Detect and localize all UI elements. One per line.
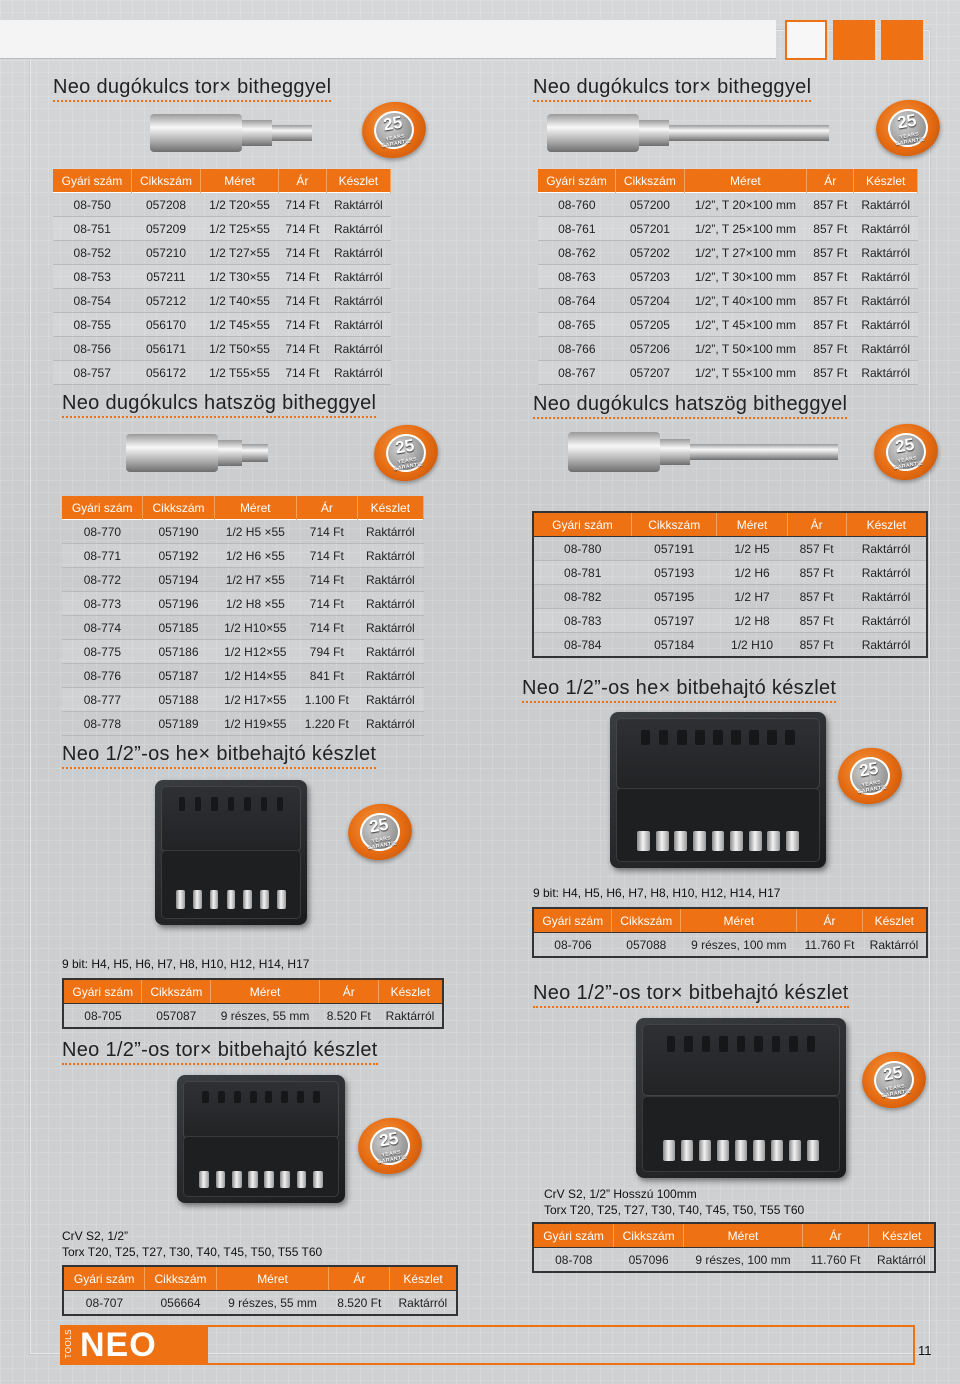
cell-ar: 857 Ft	[807, 337, 854, 361]
table-row	[53, 265, 391, 289]
cell-gyari-szam: 08-708	[533, 1248, 614, 1273]
cell-cikkszam: 057200	[616, 193, 684, 217]
cell-keszlet: Raktárról	[854, 265, 918, 289]
table-row	[533, 633, 927, 658]
cell-gyari-szam: 08-771	[62, 544, 143, 568]
table-row	[533, 609, 927, 633]
cell-meret: 1/2 T55×55	[201, 361, 279, 385]
cell-cikkszam: 057087	[142, 1004, 211, 1029]
cell-ar: 714 Ft	[296, 616, 357, 640]
cell-meret: 1/2”, T 45×100 mm	[684, 313, 807, 337]
cell-keszlet: Raktárról	[326, 337, 390, 361]
cell-gyari-szam: 08-778	[62, 712, 143, 736]
cell-keszlet: Raktárról	[357, 520, 423, 544]
table-row	[538, 241, 918, 265]
cell-cikkszam: 057096	[614, 1248, 684, 1273]
table-row	[62, 664, 424, 688]
col-gyari-szam: Gyári szám	[62, 496, 143, 520]
cell-keszlet: Raktárról	[357, 544, 423, 568]
cell-meret: 1/2 T25×55	[201, 217, 279, 241]
cell-ar: 857 Ft	[807, 217, 854, 241]
cell-meret: 1/2 H10×55	[214, 616, 296, 640]
cell-gyari-szam: 08-781	[533, 561, 631, 585]
cell-keszlet: Raktárról	[854, 241, 918, 265]
torx-set-left-note-2: Torx T20, T25, T27, T30, T40, T45, T50, T55 T60	[62, 1245, 323, 1259]
cell-cikkszam: 057206	[616, 337, 684, 361]
cell-keszlet: Raktárról	[357, 712, 423, 736]
torx-set-left-note-1: CrV S2, 1/2”	[62, 1229, 129, 1243]
cell-gyari-szam: 08-777	[62, 688, 143, 712]
cell-gyari-szam: 08-773	[62, 592, 143, 616]
header-square-orange	[881, 20, 923, 60]
cell-ar: 11.760 Ft	[802, 1248, 868, 1273]
cell-gyari-szam: 08-783	[533, 609, 631, 633]
cell-ar: 714 Ft	[279, 193, 327, 217]
cell-keszlet: Raktárról	[357, 592, 423, 616]
cell-cikkszam: 057205	[616, 313, 684, 337]
cell-meret: 1/2 H6	[717, 561, 787, 585]
col-cikkszam: Cikkszám	[143, 496, 214, 520]
cell-meret: 9 részes, 55 mm	[211, 1004, 320, 1029]
cell-gyari-szam: 08-770	[62, 520, 143, 544]
guarantee-badge: 25 YEARS GARANTIE	[872, 95, 945, 161]
table-torx-set-right	[532, 1222, 936, 1273]
cell-gyari-szam: 08-782	[533, 585, 631, 609]
section-title-hex-long: Neo dugókulcs hatszög bitheggyel	[533, 393, 847, 416]
table-row	[533, 1248, 935, 1273]
cell-cikkszam: 057196	[143, 592, 214, 616]
col-ar: Ár	[802, 1223, 868, 1248]
section-title-torx-long: Neo dugókulcs tor× bitheggyel	[533, 76, 811, 99]
cell-gyari-szam: 08-705	[63, 1004, 142, 1029]
cell-meret: 1/2 H12×55	[214, 640, 296, 664]
cell-gyari-szam: 08-772	[62, 568, 143, 592]
cell-ar: 857 Ft	[807, 289, 854, 313]
cell-gyari-szam: 08-754	[53, 289, 131, 313]
table-row	[62, 568, 424, 592]
hex-socket-long-image	[566, 426, 846, 478]
cell-gyari-szam: 08-756	[53, 337, 131, 361]
col-meret: Méret	[214, 496, 296, 520]
table-torx-short	[53, 169, 391, 385]
guarantee-badge: 25 YEARS GARANTIE	[858, 1047, 931, 1113]
cell-meret: 1/2 H19×55	[214, 712, 296, 736]
cell-cikkszam: 057185	[143, 616, 214, 640]
table-row	[62, 712, 424, 736]
logo-neo-text: NEO	[80, 1326, 157, 1364]
col-ar: Ár	[329, 1266, 390, 1291]
cell-keszlet: Raktárról	[357, 568, 423, 592]
cell-keszlet: Raktárról	[846, 585, 927, 609]
cell-cikkszam: 057194	[143, 568, 214, 592]
cell-keszlet: Raktárról	[846, 561, 927, 585]
cell-gyari-szam: 08-766	[538, 337, 616, 361]
table-row	[63, 1291, 457, 1316]
cell-gyari-szam: 08-753	[53, 265, 131, 289]
cell-gyari-szam: 08-762	[538, 241, 616, 265]
cell-cikkszam: 057210	[131, 241, 200, 265]
cell-meret: 1/2 T20×55	[201, 193, 279, 217]
table-row	[63, 1004, 443, 1029]
col-keszlet: Készlet	[869, 1223, 935, 1248]
cell-gyari-szam: 08-757	[53, 361, 131, 385]
cell-gyari-szam: 08-780	[533, 537, 631, 561]
cell-meret: 1/2”, T 25×100 mm	[684, 217, 807, 241]
cell-keszlet: Raktárról	[854, 289, 918, 313]
cell-ar: 714 Ft	[279, 313, 327, 337]
table-hex-set-right	[532, 907, 928, 958]
logo-tools-text: TOOLS	[64, 1329, 73, 1359]
cell-keszlet: Raktárról	[854, 313, 918, 337]
cell-keszlet: Raktárról	[854, 217, 918, 241]
cell-cikkszam: 057211	[131, 265, 200, 289]
cell-meret: 1/2 H8	[717, 609, 787, 633]
cell-ar: 714 Ft	[279, 265, 327, 289]
guarantee-badge: 25 YEARS GARANTIE	[370, 420, 443, 486]
cell-meret: 1/2 H7 ×55	[214, 568, 296, 592]
col-ar: Ár	[319, 979, 378, 1004]
hex-set-long-case-image	[610, 712, 826, 868]
cell-cikkszam: 056171	[131, 337, 200, 361]
col-gyari-szam: Gyári szám	[533, 1223, 614, 1248]
cell-cikkszam: 057201	[616, 217, 684, 241]
cell-keszlet: Raktárról	[326, 265, 390, 289]
cell-meret: 1/2 T27×55	[201, 241, 279, 265]
cell-ar: 857 Ft	[807, 313, 854, 337]
cell-meret: 1/2”, T 30×100 mm	[684, 265, 807, 289]
table-hex-short	[62, 496, 424, 736]
cell-cikkszam: 057193	[631, 561, 717, 585]
cell-cikkszam: 057187	[143, 664, 214, 688]
hex-socket-short-image	[124, 428, 274, 478]
cell-keszlet: Raktárról	[326, 217, 390, 241]
col-meret: Méret	[211, 979, 320, 1004]
guarantee-badge: 25 YEARS GARANTIE	[870, 419, 943, 485]
cell-ar: 857 Ft	[787, 633, 846, 658]
cell-gyari-szam: 08-760	[538, 193, 616, 217]
cell-keszlet: Raktárról	[854, 193, 918, 217]
cell-cikkszam: 057188	[143, 688, 214, 712]
col-cikkszam: Cikkszám	[612, 908, 681, 933]
table-header-row	[533, 1223, 935, 1248]
table-row	[53, 313, 391, 337]
cell-cikkszam: 057202	[616, 241, 684, 265]
table-row	[62, 640, 424, 664]
cell-gyari-szam: 08-761	[538, 217, 616, 241]
page-number: 11	[918, 1343, 932, 1358]
cell-ar: 11.760 Ft	[797, 933, 862, 958]
hex-set-left-note: 9 bit: H4, H5, H6, H7, H8, H10, H12, H14, H17	[62, 957, 310, 971]
hex-set-right-note: 9 bit: H4, H5, H6, H7, H8, H10, H12, H14, H17	[533, 886, 781, 900]
table-row	[533, 585, 927, 609]
cell-keszlet: Raktárról	[854, 337, 918, 361]
table-row	[538, 361, 918, 385]
cell-ar: 794 Ft	[296, 640, 357, 664]
cell-meret: 1/2”, T 40×100 mm	[684, 289, 807, 313]
col-keszlet: Készlet	[326, 169, 390, 193]
table-header-row	[533, 512, 927, 537]
table-row	[538, 217, 918, 241]
table-header-row	[53, 169, 391, 193]
cell-gyari-szam: 08-751	[53, 217, 131, 241]
cell-meret: 1/2 H17×55	[214, 688, 296, 712]
col-cikkszam: Cikkszám	[616, 169, 684, 193]
cell-keszlet: Raktárról	[357, 616, 423, 640]
cell-ar: 8.520 Ft	[319, 1004, 378, 1029]
cell-cikkszam: 057197	[631, 609, 717, 633]
cell-meret: 1/2 T45×55	[201, 313, 279, 337]
table-torx-set-left	[62, 1265, 458, 1316]
col-keszlet: Készlet	[378, 979, 443, 1004]
guarantee-badge: 25 YEARS GARANTIE	[834, 743, 907, 809]
cell-ar: 857 Ft	[807, 265, 854, 289]
col-cikkszam: Cikkszám	[614, 1223, 684, 1248]
cell-keszlet: Raktárról	[846, 633, 927, 658]
col-meret: Méret	[717, 512, 787, 537]
table-row	[533, 933, 927, 958]
cell-ar: 857 Ft	[807, 241, 854, 265]
cell-meret: 1/2 H5	[717, 537, 787, 561]
cell-cikkszam: 057189	[143, 712, 214, 736]
table-row	[53, 361, 391, 385]
cell-meret: 1/2 H10	[717, 633, 787, 658]
table-header-row	[533, 908, 927, 933]
table-header-row	[63, 1266, 457, 1291]
col-meret: Méret	[684, 169, 807, 193]
torx-socket-long-image	[545, 108, 845, 158]
cell-keszlet: Raktárról	[862, 933, 927, 958]
table-row	[62, 544, 424, 568]
cell-gyari-szam: 08-764	[538, 289, 616, 313]
cell-meret: 9 részes, 55 mm	[216, 1291, 329, 1316]
cell-cikkszam: 057088	[612, 933, 681, 958]
col-meret: Méret	[684, 1223, 803, 1248]
guarantee-badge: 25 YEARS GARANTIE	[354, 1113, 427, 1179]
cell-cikkszam: 056664	[145, 1291, 216, 1316]
header-square-orange	[833, 20, 875, 60]
cell-keszlet: Raktárról	[326, 313, 390, 337]
cell-ar: 1.100 Ft	[296, 688, 357, 712]
table-row	[538, 193, 918, 217]
cell-cikkszam: 057190	[143, 520, 214, 544]
col-keszlet: Készlet	[357, 496, 423, 520]
cell-ar: 714 Ft	[296, 592, 357, 616]
cell-ar: 714 Ft	[296, 544, 357, 568]
col-ar: Ár	[279, 169, 327, 193]
header-square-outline	[785, 20, 827, 60]
header-bar	[0, 20, 776, 59]
cell-meret: 1/2”, T 55×100 mm	[684, 361, 807, 385]
col-gyari-szam: Gyári szám	[63, 1266, 145, 1291]
col-ar: Ár	[787, 512, 846, 537]
table-row	[538, 313, 918, 337]
cell-ar: 714 Ft	[296, 520, 357, 544]
cell-meret: 1/2 H6 ×55	[214, 544, 296, 568]
table-header-row	[538, 169, 918, 193]
cell-keszlet: Raktárról	[357, 640, 423, 664]
table-row	[62, 520, 424, 544]
cell-meret: 9 részes, 100 mm	[681, 933, 797, 958]
table-row	[62, 688, 424, 712]
cell-ar: 1.220 Ft	[296, 712, 357, 736]
col-meret: Méret	[681, 908, 797, 933]
col-cikkszam: Cikkszám	[142, 979, 211, 1004]
col-cikkszam: Cikkszám	[145, 1266, 216, 1291]
neo-tools-logo	[60, 1325, 208, 1365]
cell-meret: 1/2”, T 27×100 mm	[684, 241, 807, 265]
cell-keszlet: Raktárról	[854, 361, 918, 385]
table-row	[533, 537, 927, 561]
col-keszlet: Készlet	[846, 512, 927, 537]
table-header-row	[63, 979, 443, 1004]
cell-keszlet: Raktárról	[357, 688, 423, 712]
col-meret: Méret	[216, 1266, 329, 1291]
col-keszlet: Készlet	[862, 908, 927, 933]
col-gyari-szam: Gyári szám	[533, 512, 631, 537]
cell-cikkszam: 057195	[631, 585, 717, 609]
cell-gyari-szam: 08-707	[63, 1291, 145, 1316]
cell-cikkszam: 057203	[616, 265, 684, 289]
guarantee-badge: 25 YEARS GARANTIE	[344, 799, 417, 865]
cell-keszlet: Raktárról	[390, 1291, 457, 1316]
col-gyari-szam: Gyári szám	[538, 169, 616, 193]
cell-keszlet: Raktárról	[326, 289, 390, 313]
col-ar: Ár	[797, 908, 862, 933]
cell-cikkszam: 057204	[616, 289, 684, 313]
guarantee-badge: 25 YEARS GARANTIE	[358, 97, 431, 163]
col-meret: Méret	[201, 169, 279, 193]
col-keszlet: Készlet	[854, 169, 918, 193]
cell-meret: 9 részes, 100 mm	[684, 1248, 803, 1273]
cell-keszlet: Raktárról	[378, 1004, 443, 1029]
cell-meret: 1/2 T40×55	[201, 289, 279, 313]
col-gyari-szam: Gyári szám	[533, 908, 612, 933]
cell-meret: 1/2 H14×55	[214, 664, 296, 688]
table-torx-long	[538, 169, 918, 385]
cell-meret: 1/2”, T 50×100 mm	[684, 337, 807, 361]
cell-ar: 714 Ft	[296, 568, 357, 592]
cell-keszlet: Raktárról	[326, 193, 390, 217]
table-row	[62, 616, 424, 640]
cell-ar: 857 Ft	[787, 537, 846, 561]
cell-ar: 841 Ft	[296, 664, 357, 688]
cell-keszlet: Raktárról	[326, 361, 390, 385]
table-row	[538, 289, 918, 313]
cell-meret: 1/2 H7	[717, 585, 787, 609]
cell-ar: 857 Ft	[787, 585, 846, 609]
section-title-hex-set-left: Neo 1/2”-os he× bitbehajtó készlet	[62, 743, 376, 766]
section-title-torx-set-right: Neo 1/2”-os tor× bitbehajtó készlet	[533, 982, 849, 1005]
cell-ar: 857 Ft	[787, 561, 846, 585]
torx-set-short-case-image	[177, 1075, 345, 1203]
cell-gyari-szam: 08-750	[53, 193, 131, 217]
cell-cikkszam: 057191	[631, 537, 717, 561]
cell-ar: 714 Ft	[279, 289, 327, 313]
cell-keszlet: Raktárról	[357, 664, 423, 688]
hex-set-short-case-image	[155, 780, 307, 925]
col-cikkszam: Cikkszám	[631, 512, 717, 537]
section-title-hex-short: Neo dugókulcs hatszög bitheggyel	[62, 392, 376, 415]
table-row	[53, 241, 391, 265]
table-row	[538, 337, 918, 361]
cell-gyari-szam: 08-784	[533, 633, 631, 658]
section-title-hex-set-right: Neo 1/2”-os he× bitbehajtó készlet	[522, 677, 836, 700]
table-row	[533, 561, 927, 585]
col-gyari-szam: Gyári szám	[53, 169, 131, 193]
torx-set-right-note-2: Torx T20, T25, T27, T30, T40, T45, T50, T55 T60	[544, 1203, 805, 1217]
cell-ar: 857 Ft	[807, 361, 854, 385]
cell-meret: 1/2 H8 ×55	[214, 592, 296, 616]
cell-meret: 1/2”, T 20×100 mm	[684, 193, 807, 217]
cell-gyari-szam: 08-767	[538, 361, 616, 385]
cell-ar: 857 Ft	[787, 609, 846, 633]
cell-meret: 1/2 H5 ×55	[214, 520, 296, 544]
table-row	[62, 592, 424, 616]
cell-ar: 857 Ft	[807, 193, 854, 217]
table-row	[538, 265, 918, 289]
torx-set-long-case-image	[636, 1018, 846, 1178]
cell-keszlet: Raktárról	[326, 241, 390, 265]
cell-cikkszam: 057184	[631, 633, 717, 658]
cell-cikkszam: 057208	[131, 193, 200, 217]
col-ar: Ár	[807, 169, 854, 193]
cell-cikkszam: 057207	[616, 361, 684, 385]
cell-keszlet: Raktárról	[846, 609, 927, 633]
cell-gyari-szam: 08-774	[62, 616, 143, 640]
cell-cikkszam: 057186	[143, 640, 214, 664]
col-ar: Ár	[296, 496, 357, 520]
section-title-torx-short: Neo dugókulcs tor× bitheggyel	[53, 76, 331, 99]
cell-cikkszam: 057209	[131, 217, 200, 241]
cell-cikkszam: 056170	[131, 313, 200, 337]
torx-set-right-note-1: CrV S2, 1/2” Hosszú 100mm	[544, 1187, 697, 1201]
cell-gyari-szam: 08-752	[53, 241, 131, 265]
cell-cikkszam: 057212	[131, 289, 200, 313]
table-hex-set-left	[62, 978, 444, 1029]
cell-ar: 714 Ft	[279, 217, 327, 241]
table-header-row	[62, 496, 424, 520]
cell-ar: 714 Ft	[279, 241, 327, 265]
cell-meret: 1/2 T30×55	[201, 265, 279, 289]
table-row	[53, 217, 391, 241]
table-hex-long	[532, 511, 928, 658]
col-keszlet: Készlet	[390, 1266, 457, 1291]
cell-ar: 714 Ft	[279, 361, 327, 385]
cell-gyari-szam: 08-755	[53, 313, 131, 337]
cell-meret: 1/2 T50×55	[201, 337, 279, 361]
cell-ar: 8.520 Ft	[329, 1291, 390, 1316]
cell-gyari-szam: 08-776	[62, 664, 143, 688]
section-title-torx-set-left: Neo 1/2”-os tor× bitbehajtó készlet	[62, 1039, 378, 1062]
cell-gyari-szam: 08-763	[538, 265, 616, 289]
table-row	[53, 337, 391, 361]
torx-socket-short-image	[148, 108, 328, 158]
cell-ar: 714 Ft	[279, 337, 327, 361]
cell-gyari-szam: 08-706	[533, 933, 612, 958]
cell-keszlet: Raktárról	[869, 1248, 935, 1273]
cell-cikkszam: 057192	[143, 544, 214, 568]
col-cikkszam: Cikkszám	[131, 169, 200, 193]
table-row	[53, 289, 391, 313]
cell-gyari-szam: 08-765	[538, 313, 616, 337]
cell-cikkszam: 056172	[131, 361, 200, 385]
table-row	[53, 193, 391, 217]
cell-gyari-szam: 08-775	[62, 640, 143, 664]
cell-keszlet: Raktárról	[846, 537, 927, 561]
col-gyari-szam: Gyári szám	[63, 979, 142, 1004]
